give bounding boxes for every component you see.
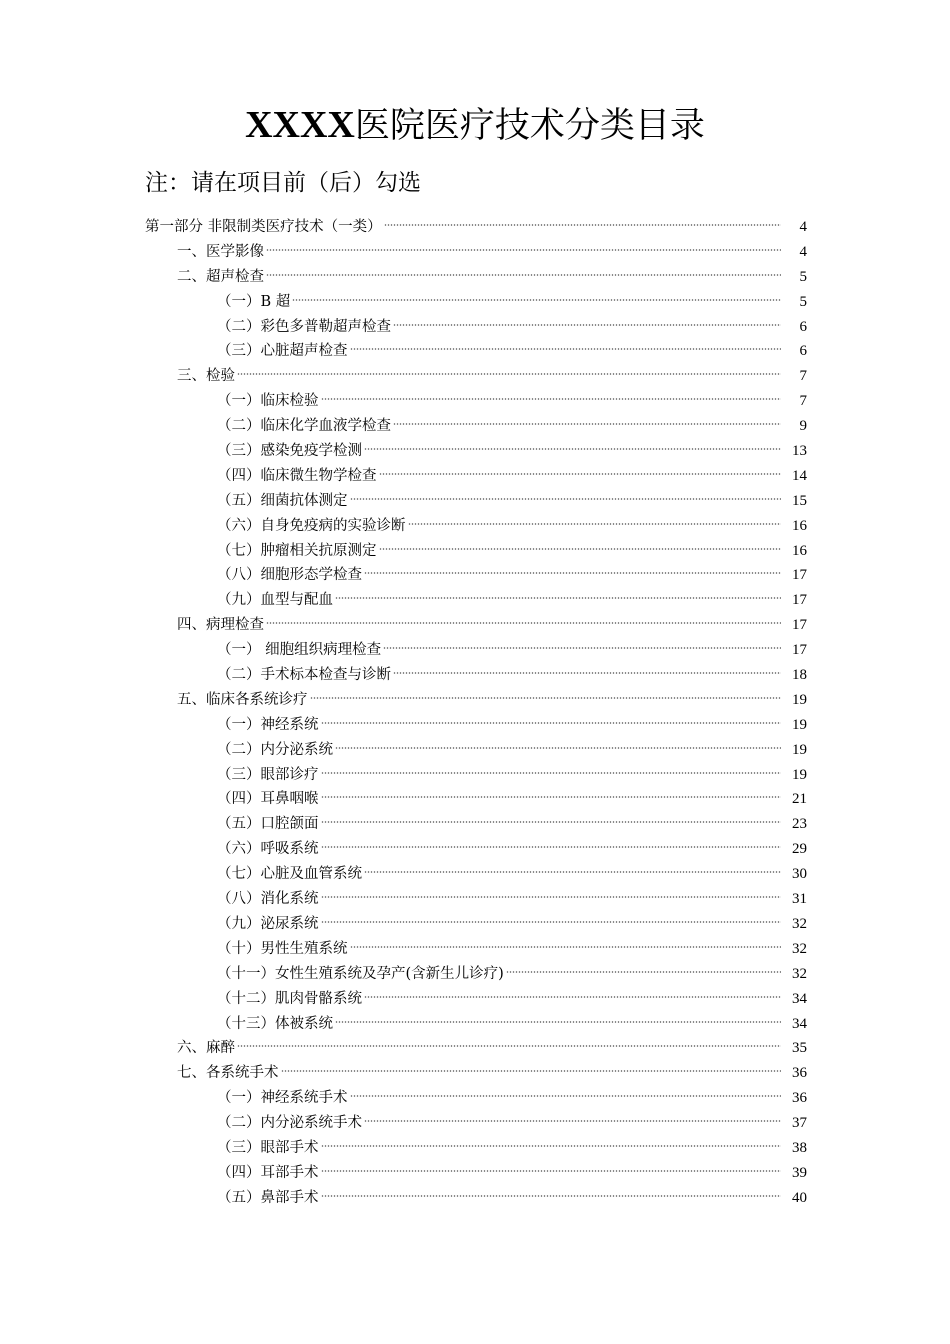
toc-page-number: 21 [792,791,807,808]
dot-leader [393,322,781,328]
toc-page-number: 35 [792,1040,807,1057]
toc-entry-label[interactable]: （五）细菌抗体测定 [217,492,348,509]
toc-entry[interactable] [145,514,807,539]
dot-leader [408,521,782,527]
dot-leader [321,894,782,900]
dot-leader [335,745,781,751]
toc-entry[interactable] [145,1111,807,1136]
toc-page-number: 30 [792,866,807,883]
toc-page-number: 16 [792,542,807,559]
toc-page-number: 15 [792,492,807,509]
dot-leader [266,247,781,253]
dot-leader [350,1093,782,1099]
dot-leader [292,297,781,303]
toc-entry-label[interactable]: （五）鼻部手术 [217,1189,319,1206]
toc-page-number: 5 [799,293,807,310]
toc-entry[interactable] [145,364,807,389]
toc-page-number: 19 [792,716,807,733]
toc-entry[interactable] [145,464,807,489]
toc-entry-label[interactable]: （三）感染免疫学检测 [217,443,362,460]
dot-leader [321,770,782,776]
toc-page-number: 36 [792,1090,807,1107]
toc-entry-label[interactable]: （五）口腔颌面 [217,816,319,833]
toc-page-number: 34 [792,1015,807,1032]
toc-entry[interactable] [145,315,807,340]
toc-page-number: 7 [799,368,807,385]
dot-leader [321,1143,782,1149]
toc-entry-label[interactable]: （三）眼部手术 [217,1139,319,1156]
toc-entry[interactable] [145,638,807,663]
toc-entry-label[interactable]: （九）血型与配血 [217,592,333,609]
dot-leader [321,720,782,726]
toc-entry-label[interactable]: （二）内分泌系统手术 [217,1115,362,1132]
toc-entry[interactable] [145,962,807,987]
toc-entry[interactable] [145,613,807,638]
toc-page-number: 17 [792,642,807,659]
toc-page-number: 40 [792,1189,807,1206]
toc-entry-label[interactable]: （八）消化系统 [217,891,319,908]
dot-leader [335,595,781,601]
dot-leader [321,1193,782,1199]
toc-entry-label[interactable]: 三、检验 [177,368,235,385]
table-of-contents [145,215,807,1211]
toc-page-number: 17 [792,592,807,609]
toc-entry[interactable] [145,290,807,315]
dot-leader [335,1019,781,1025]
toc-page-number: 37 [792,1115,807,1132]
dot-leader [379,546,782,552]
toc-entry[interactable] [145,215,807,240]
toc-entry[interactable] [145,887,807,912]
toc-entry-label[interactable]: （九）泌尿系统 [217,915,319,932]
toc-entry-label[interactable]: （十）男性生殖系统 [217,940,348,957]
toc-entry[interactable] [145,663,807,688]
toc-page-number: 31 [792,891,807,908]
dot-leader [384,222,781,228]
toc-page-number: 17 [792,617,807,634]
toc-entry[interactable] [145,688,807,713]
toc-entry-label[interactable]: 二、超声检查 [177,268,264,285]
toc-entry-label[interactable]: 七、各系统手术 [177,1065,279,1082]
selection-note: 注：请在项目前（后）勾选 [145,170,421,196]
dot-leader [379,471,782,477]
dot-leader [321,844,782,850]
toc-entry[interactable] [145,240,807,265]
toc-entry-label[interactable]: 第一部分 非限制类医疗技术（一类） [145,219,382,235]
toc-entry-label[interactable]: （七）心脏及血管系统 [217,866,362,883]
toc-entry-label[interactable]: （一）临床检验 [217,393,319,410]
toc-entry-label[interactable]: （一） 细胞组织病理检查 [217,642,382,659]
toc-entry-label[interactable]: （一）神经系统 [217,716,319,733]
toc-page-number: 7 [799,393,807,410]
toc-entry[interactable] [145,738,807,763]
dot-leader [364,446,781,452]
toc-page-number: 32 [792,965,807,982]
toc-entry[interactable] [145,1161,807,1186]
dot-leader [237,1043,781,1049]
toc-page-number: 19 [792,691,807,708]
dot-leader [321,396,782,402]
toc-entry-label[interactable]: 一、医学影像 [177,243,264,260]
toc-entry[interactable] [145,1086,807,1111]
toc-entry[interactable] [145,1061,807,1086]
toc-entry[interactable] [145,937,807,962]
dot-leader [310,695,782,701]
toc-entry-label[interactable]: 五、临床各系统诊疗 [177,691,308,708]
dot-leader [506,969,781,975]
toc-page-number: 23 [792,816,807,833]
toc-entry[interactable] [145,1136,807,1161]
toc-entry[interactable] [145,265,807,290]
toc-entry-label[interactable]: （三）心脏超声检查 [217,343,348,360]
toc-entry[interactable] [145,812,807,837]
toc-page-number: 14 [792,467,807,484]
dot-leader [393,421,781,427]
toc-page-number: 32 [792,915,807,932]
toc-entry[interactable] [145,787,807,812]
dot-leader [321,1168,782,1174]
dot-leader [364,570,781,576]
toc-page-number: 17 [792,567,807,584]
toc-page-number: 9 [799,418,807,435]
title-text: 医院医疗技术分类目录 [354,106,705,146]
dot-leader [364,869,781,875]
toc-entry[interactable] [145,339,807,364]
dot-leader [321,919,782,925]
toc-page-number: 32 [792,940,807,957]
toc-entry[interactable] [145,439,807,464]
toc-entry[interactable] [145,588,807,613]
toc-entry[interactable] [145,563,807,588]
toc-entry[interactable] [145,389,807,414]
dot-leader [364,994,781,1000]
toc-entry-label[interactable]: （一）神经系统手术 [217,1090,348,1107]
toc-entry-label[interactable]: （二）彩色多普勒超声检查 [217,318,391,335]
toc-entry[interactable] [145,763,807,788]
toc-entry-label[interactable]: （一）B 超 [217,293,291,310]
toc-entry[interactable] [145,414,807,439]
toc-page-number: 34 [792,990,807,1007]
toc-entry-label[interactable]: （四）临床微生物学检查 [217,467,377,484]
toc-entry-label[interactable]: 六、麻醉 [177,1040,235,1057]
dot-leader [266,620,781,626]
toc-entry[interactable] [145,1036,807,1061]
toc-entry[interactable] [145,1012,807,1037]
toc-entry[interactable] [145,489,807,514]
toc-entry-label[interactable]: （六）自身免疫病的实验诊断 [217,517,406,534]
toc-page-number: 6 [799,343,807,360]
toc-page-number: 6 [799,318,807,335]
dot-leader [237,371,781,377]
toc-entry-label[interactable]: （二）内分泌系统 [217,741,333,758]
toc-entry-label[interactable]: （十一）女性生殖系统及孕产(含新生儿诊疗) [217,965,504,982]
toc-entry[interactable] [145,837,807,862]
dot-leader [350,496,782,502]
toc-entry-label[interactable]: （二）临床化学血液学检查 [217,418,391,435]
toc-page-number: 29 [792,841,807,858]
dot-leader [321,794,782,800]
toc-entry-label[interactable]: （二）手术标本检查与诊断 [217,667,391,684]
toc-entry-label[interactable]: （十二）肌肉骨骼系统 [217,990,362,1007]
toc-page-number: 13 [792,443,807,460]
dot-leader [393,670,781,676]
toc-entry-label[interactable]: （十三）体被系统 [217,1015,333,1032]
toc-page-number: 36 [792,1065,807,1082]
dot-leader [383,645,781,651]
dot-leader [281,1068,782,1074]
toc-page-number: 5 [799,268,807,285]
toc-entry[interactable] [145,987,807,1012]
toc-entry-label[interactable]: （八）细胞形态学检查 [217,567,362,584]
toc-entry[interactable] [145,1186,807,1211]
dot-leader [321,819,782,825]
title-prefix: XXXX [245,104,355,146]
toc-entry[interactable] [145,713,807,738]
toc-page-number: 4 [799,243,807,260]
toc-page-number: 39 [792,1164,807,1181]
toc-entry[interactable] [145,912,807,937]
toc-page-number: 38 [792,1139,807,1156]
toc-page-number: 18 [792,667,807,684]
toc-entry-label[interactable]: （四）耳部手术 [217,1164,319,1181]
toc-entry-label[interactable]: 四、病理检查 [177,617,264,634]
toc-entry[interactable] [145,539,807,564]
toc-page-number: 4 [799,219,807,235]
toc-page-number: 16 [792,517,807,534]
dot-leader [350,944,782,950]
document-title [0,100,950,151]
toc-entry-label[interactable]: （七）肿瘤相关抗原测定 [217,542,377,559]
toc-entry[interactable] [145,862,807,887]
toc-entry-label[interactable]: （六）呼吸系统 [217,841,319,858]
toc-entry-label[interactable]: （四）耳鼻咽喉 [217,791,319,808]
dot-leader [266,272,781,278]
toc-page-number: 19 [792,741,807,758]
dot-leader [364,1118,781,1124]
dot-leader [350,346,782,352]
toc-page-number: 19 [792,766,807,783]
toc-entry-label[interactable]: （三）眼部诊疗 [217,766,319,783]
